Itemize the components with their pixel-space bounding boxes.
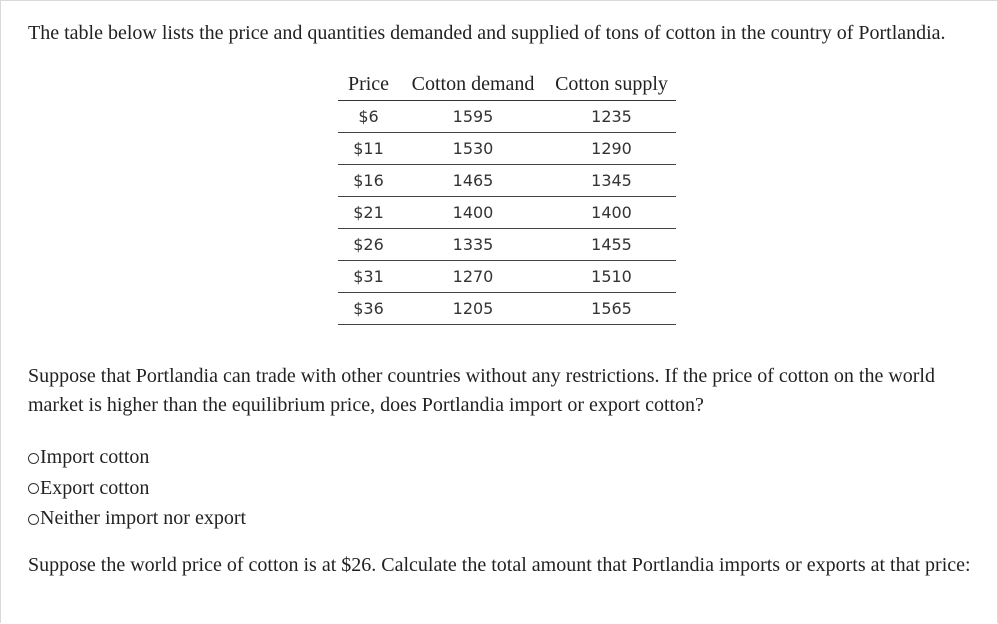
option-label: Neither import nor export <box>40 507 247 529</box>
option-neither[interactable] <box>28 503 246 534</box>
cell-price: $36 <box>338 293 399 325</box>
cell-supply: 1290 <box>547 133 676 165</box>
table-row <box>338 293 676 325</box>
cell-supply: 1510 <box>547 261 676 293</box>
option-export-cotton[interactable] <box>28 473 246 504</box>
cell-price: $16 <box>338 165 399 197</box>
option-import-cotton[interactable] <box>28 442 246 473</box>
cell-price: $26 <box>338 229 399 261</box>
header-price: Price <box>338 68 399 101</box>
cell-price: $6 <box>338 101 399 133</box>
cell-price: $21 <box>338 197 399 229</box>
cell-supply: 1455 <box>547 229 676 261</box>
answer-options <box>28 442 246 534</box>
cell-demand: 1335 <box>399 229 547 261</box>
table-row <box>338 229 676 261</box>
cell-supply: 1345 <box>547 165 676 197</box>
option-label: Import cotton <box>40 446 150 468</box>
radio-icon[interactable] <box>28 514 39 525</box>
header-cotton-demand: Cotton demand <box>399 68 547 101</box>
cell-demand: 1595 <box>399 101 547 133</box>
cell-price: $31 <box>338 261 399 293</box>
world-price-question: Suppose the world price of cotton is at $26. Calculate the total amount that Portlandia imports or exports at that price: <box>28 554 971 576</box>
table-row <box>338 261 676 293</box>
cell-supply: 1565 <box>547 293 676 325</box>
table-row <box>338 133 676 165</box>
header-cotton-supply: Cotton supply <box>547 68 676 101</box>
cell-supply: 1400 <box>547 197 676 229</box>
cell-demand: 1205 <box>399 293 547 325</box>
option-label: Export cotton <box>40 476 150 499</box>
cell-demand: 1270 <box>399 261 547 293</box>
intro-text: The table below lists the price and quantities demanded and supplied of tons of cotton in the country of Portlandia. <box>28 22 946 44</box>
table-header-row <box>338 68 676 101</box>
cell-demand: 1530 <box>399 133 547 165</box>
radio-icon[interactable] <box>28 453 39 464</box>
cell-price: $11 <box>338 133 399 165</box>
table-row <box>338 101 676 133</box>
table-row <box>338 165 676 197</box>
cell-demand: 1400 <box>399 197 547 229</box>
trade-question: Suppose that Portlandia can trade with other countries without any restrictions. If the price of cotton on the world market is higher than the equilibrium price, does Portlandia import or export cotton? <box>28 365 935 416</box>
radio-icon[interactable] <box>28 483 39 494</box>
cell-demand: 1465 <box>399 165 547 197</box>
supply-demand-table <box>338 68 676 325</box>
table-row <box>338 197 676 229</box>
cell-supply: 1235 <box>547 101 676 133</box>
